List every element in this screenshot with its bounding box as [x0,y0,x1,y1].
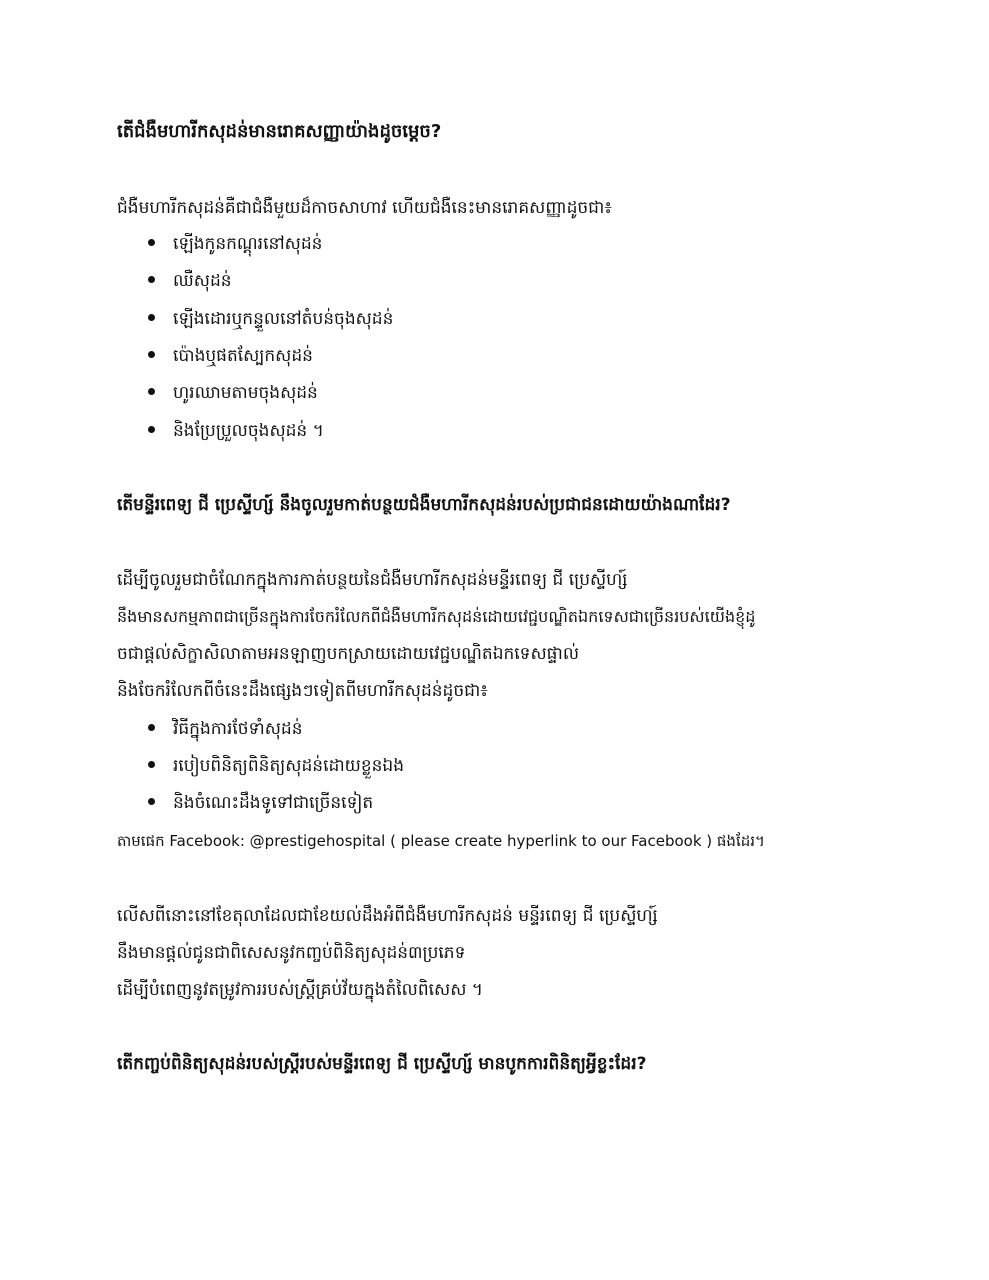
section2-para-line: ដើម្បីចូលរួមជាចំណែកក្នុងការកាត់បន្ថយនៃជំងឺមហារីកសុដន់មន្ទីរពេទ្យ ជី ប្រេស្ទីហ្ស៍ [117,570,628,590]
list-item [148,716,848,742]
section3-para-line: លើសពីនោះនៅខែតុលាដែលជាខែយល់ដឹងអំពីជំងឺមហារីកសុដន់ មន្ទីរពេទ្យ ជី ប្រេស្ទីហ្ស៍ [117,906,658,926]
list-item-text: ឈឺសុដន់ [173,271,232,291]
bullet-icon [148,761,155,768]
list-item-text: ប៉ោងឬផតស្បែកសុដន់ [173,346,313,366]
list-item-text: និងចំណេះដឹងទូទៅជាច្រើនទៀត [173,793,374,813]
bullet-icon [148,351,155,358]
bullet-icon [148,426,155,433]
list-item-text: ឡើងដោរឬកន្ទួលនៅតំបន់ចុងសុដន់ [173,309,394,329]
section1-heading: តើជំងឺមហារីកសុដន់មានរោគសញ្ញាយ៉ាងដូចម្ដេច? [117,121,442,142]
list-item [148,231,848,257]
bullet-icon [148,388,155,395]
list-item [148,380,848,406]
section3-para-line: នឹងមានផ្ដល់ជូនជាពិសេសនូវកញ្ចប់ពិនិត្យសុដន់៣ប្រភេទ [117,943,466,963]
bullet-icon [148,724,155,731]
bullet-icon [148,276,155,283]
list-item [148,418,848,444]
bullet-icon [148,798,155,805]
list-item-text: ឡើងកូនកណ្ដុរនៅសុដន់ [173,234,323,254]
list-item-text: ហូរឈាមតាមចុងសុដន់ [173,383,318,403]
list-item [148,753,848,779]
section2-heading: តើមន្ទីរពេទ្យ ជី ប្រេស្ទីហ្ស៍ នឹងចូលរួមកាត់បន្ថយជំងឺមហារីកសុដន់របស់ប្រជាជនដោយយ៉ាងណាដែរ? [117,495,731,515]
section2-para-line: ចជាផ្ដល់សិក្ខាសិលាតាមអនឡាញបកស្រាយដោយវេជ្ជបណ្ឌិតឯកទេសផ្ទាល់ [117,644,580,664]
list-item [148,790,848,816]
list-item-text: និងប្រែប្រួលចុងសុដន់ ។ [173,421,324,441]
bullet-icon [148,314,155,321]
list-item-text: វិធីក្នុងការថែទាំសុដន់ [173,719,303,739]
list-item [148,343,848,369]
section2-para-line: និងចែករំលែកពីចំនេះដឹងផ្សេងៗទៀតពីមហារីកសុដន់ដូចជា៖ [117,681,488,701]
section2-para-line: នឹងមានសកម្មភាពជាច្រើនក្នុងការចែករំលែកពីជំងឺមហារីកសុដន់ដោយវេជ្ជបណ្ឌិតឯកទេសជាច្រើនរបស់យើងខ្ញុំដូ [117,607,756,626]
list-item-text: របៀបពិនិត្យពិនិត្យសុដន់ដោយខ្លួនឯង [173,756,405,776]
list-item [148,306,848,332]
section4-heading: តើកញ្ចប់ពិនិត្យសុដន់របស់ស្ត្រីរបស់មន្ទីរពេទ្យ ជី ប្រេស្ទីហ្ស៍ មានបូកការពិនិត្យអ្វីខ្លះដែរ? [117,1054,647,1074]
list-item [148,268,848,294]
section1-intro: ជំងឺមហារីកសុដន់គឺជាជំងឺមួយដ៏កាចសាហាវ ហើយជំងឺនេះមានរោគសញ្ញាដូចជា៖ [117,198,612,218]
facebook-line: តាមផេក Facebook: @prestigehospital ( please create hyperlink to our Facebook ) ផងដែរ។ [117,832,765,850]
section3-para-line: ដើម្បីបំពេញនូវតម្រូវការរបស់ស្ត្រីគ្រប់វ័យក្នុងតំលៃពិសេស ។ [117,980,483,1000]
bullet-icon [148,239,155,246]
